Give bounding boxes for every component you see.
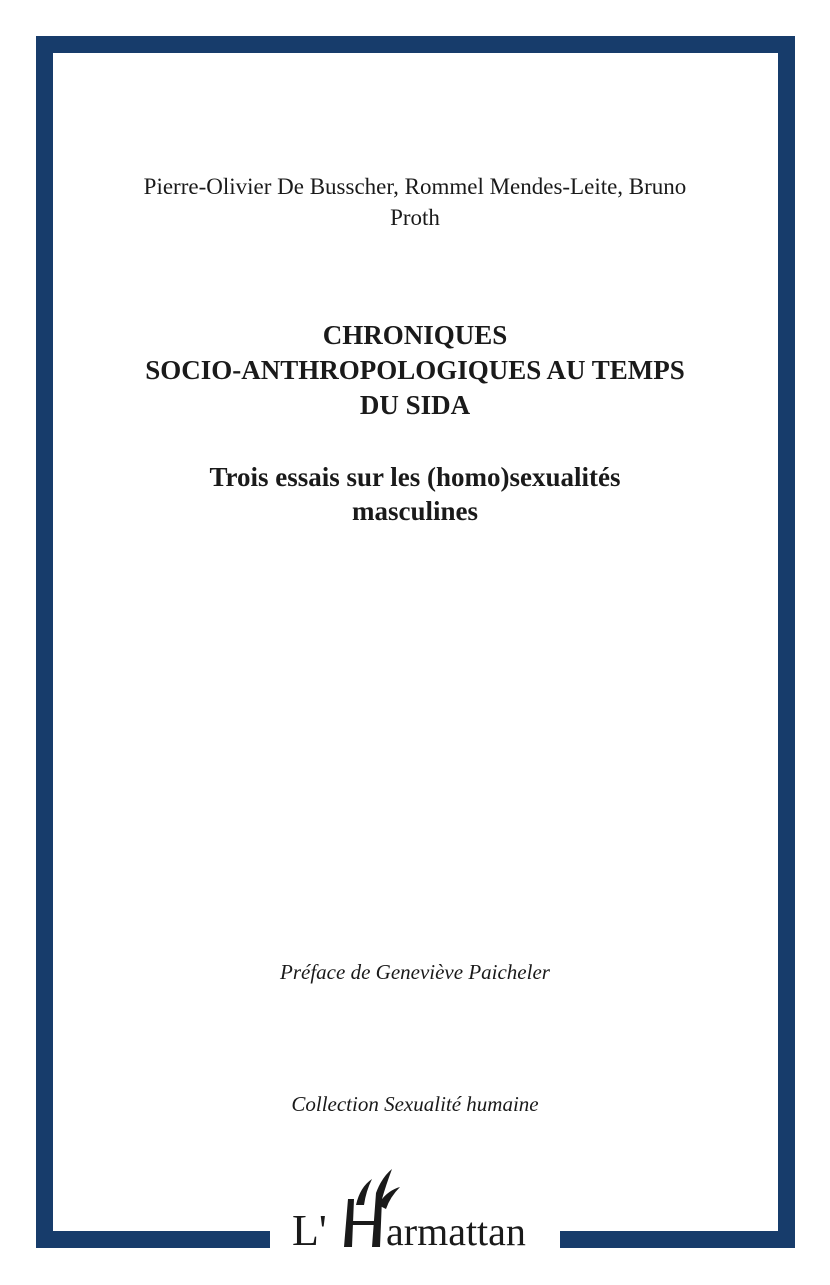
title-line-2: SOCIO-ANTHROPOLOGIQUES AU TEMPS [145, 355, 685, 385]
publisher-logo [282, 1165, 552, 1255]
subtitle-line-2: masculines [351, 496, 478, 526]
collection-name: Collection Sexualité humaine [291, 1092, 539, 1116]
authors-line-2: Proth [390, 205, 440, 230]
book-subtitle [60, 460, 770, 528]
authors [60, 171, 770, 233]
logo-prefix: L' [292, 1206, 327, 1255]
book-title [60, 318, 770, 423]
subtitle-line-1: Trois essais sur les (homo)sexualités [209, 462, 621, 492]
authors-line-1: Pierre-Olivier De Busscher, Rommel Mendes-Leite, Bruno [143, 174, 687, 199]
logo-rest: armattan [386, 1209, 526, 1254]
preface-credit: Préface de Geneviève Paicheler [280, 960, 550, 984]
title-line-3: DU SIDA [359, 390, 471, 420]
title-line-1: CHRONIQUES [322, 320, 508, 350]
